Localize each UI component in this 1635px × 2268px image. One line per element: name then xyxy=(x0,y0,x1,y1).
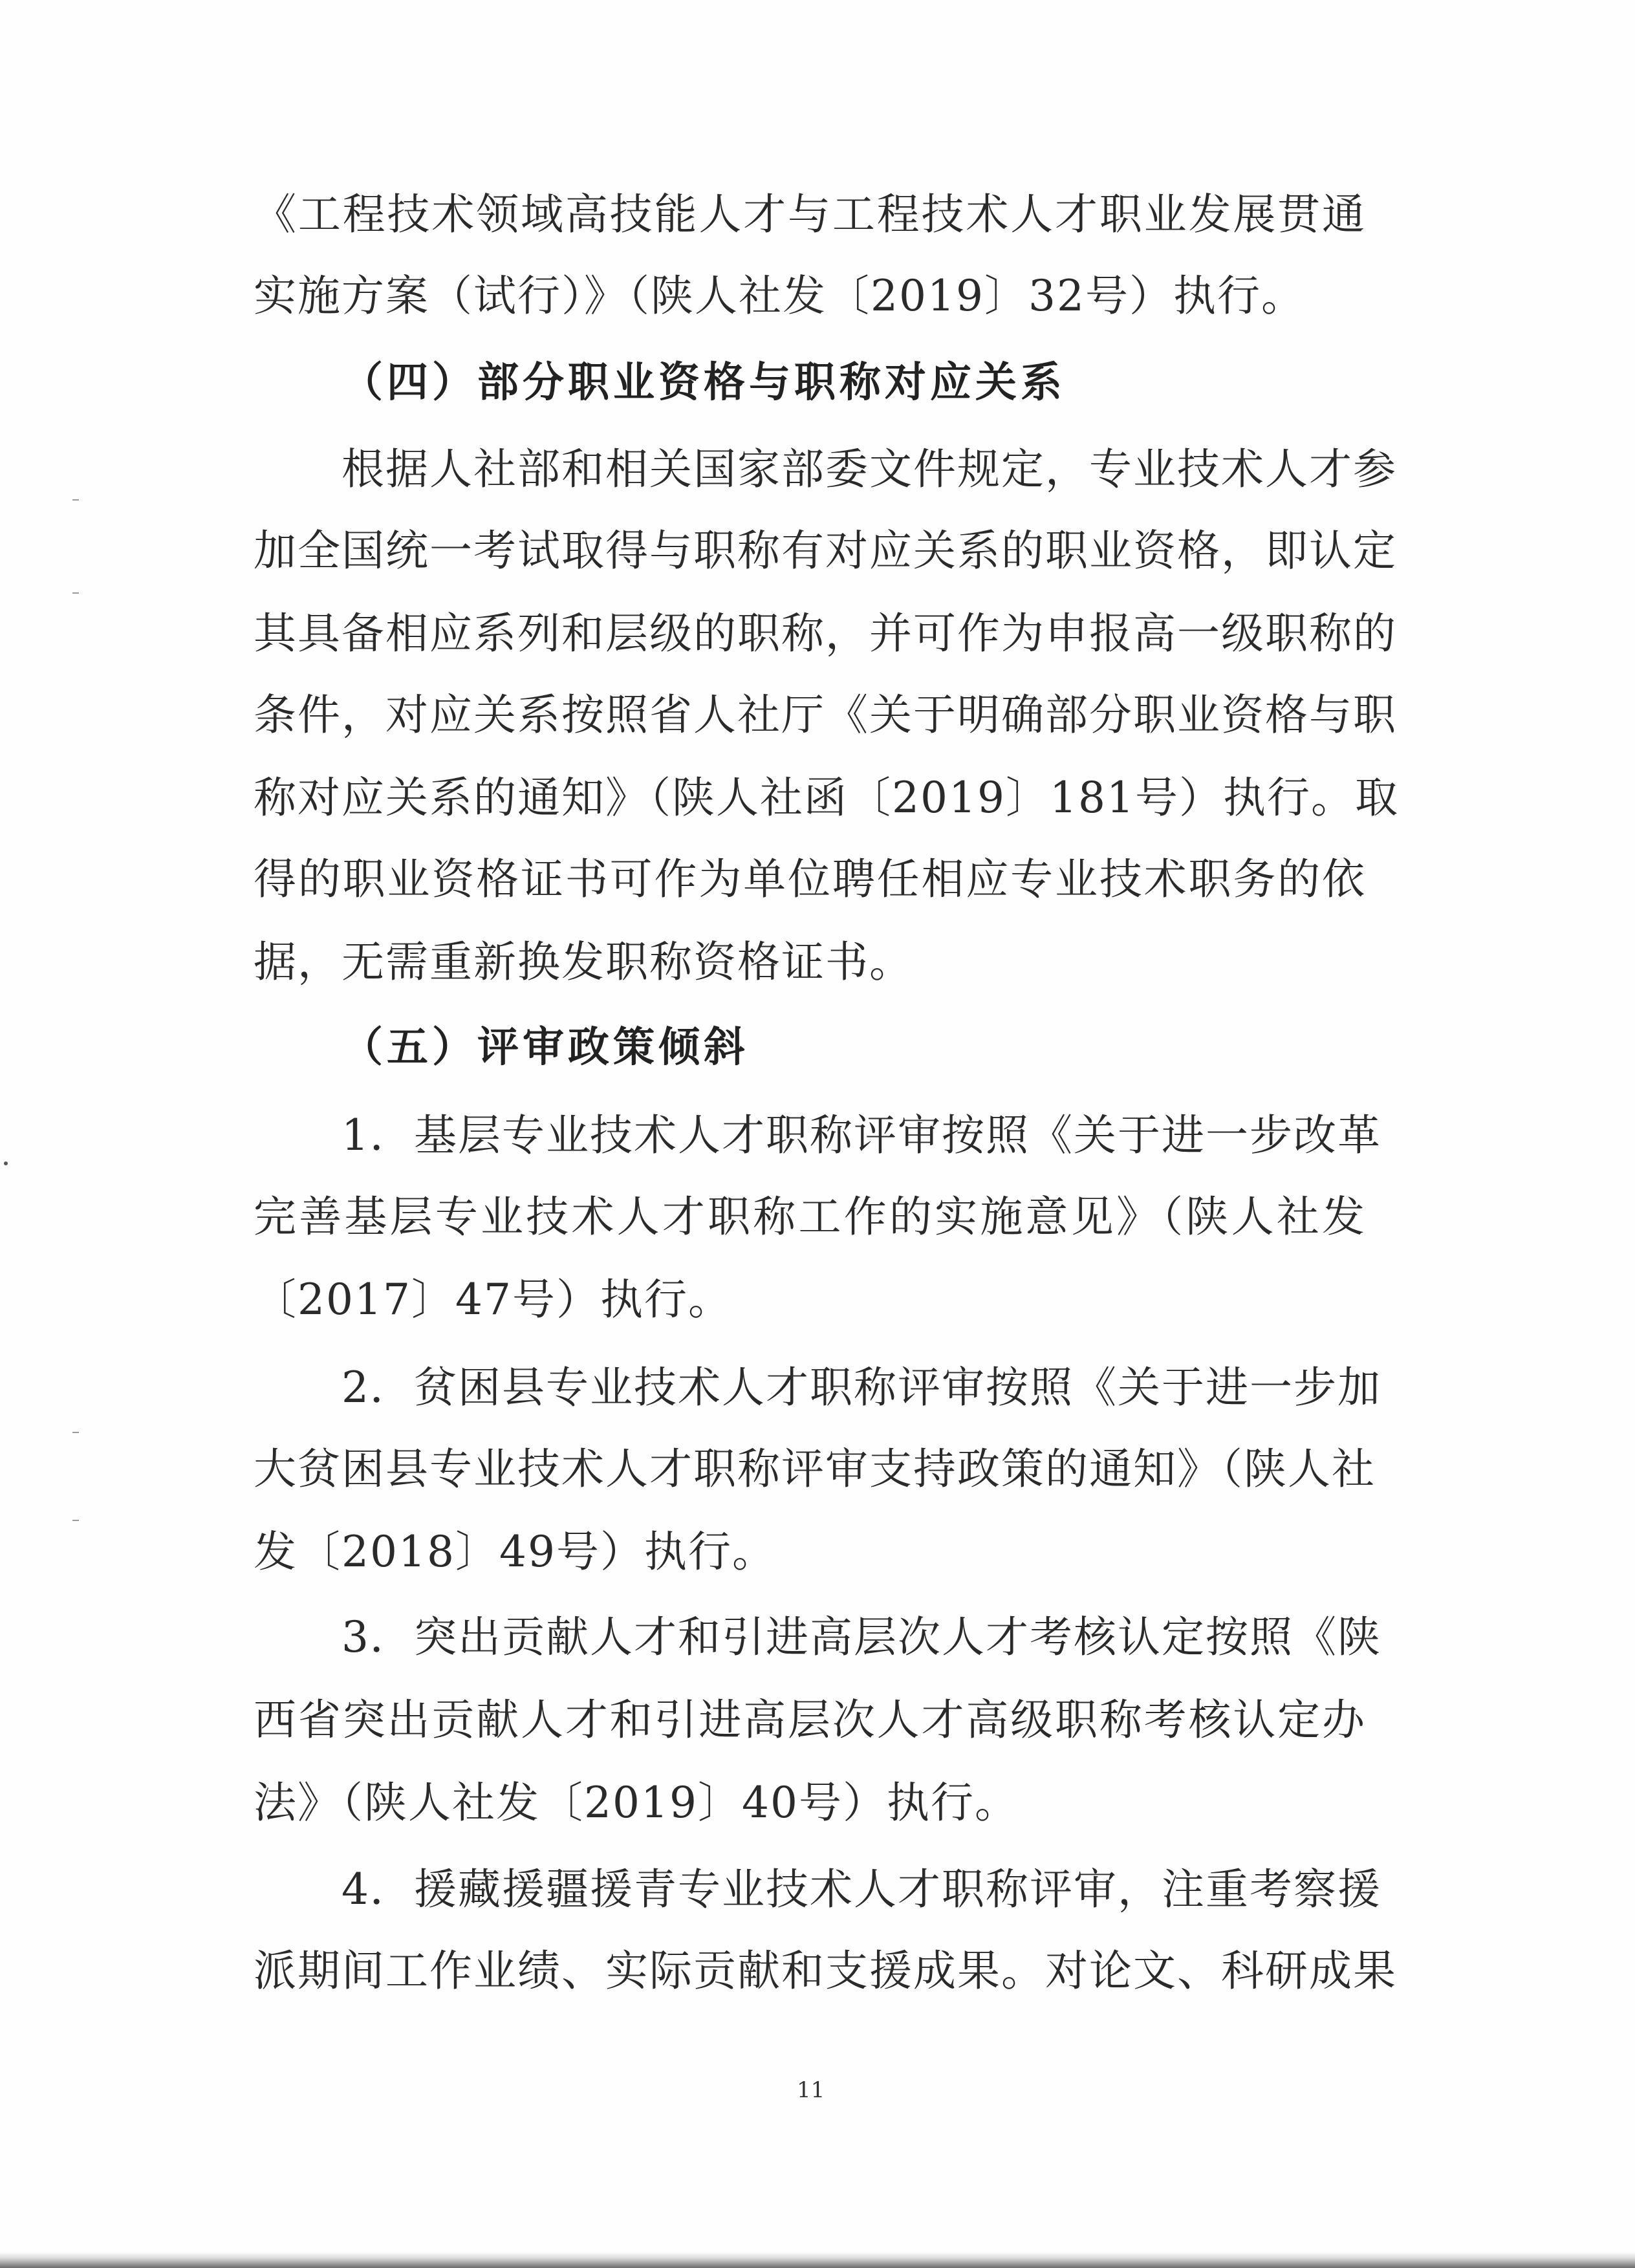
body-text-line: 1．基层专业技术人才职称评审按照《关于进一步改革 xyxy=(341,1110,1381,1160)
body-text-line: 西省突出贡献人才和引进高层次人才高级职称考核认定办 xyxy=(254,1695,1366,1745)
body-text-line: 《工程技术领域高技能人才与工程技术人才职业发展贯通 xyxy=(254,189,1366,239)
scan-mark xyxy=(4,1161,8,1165)
body-text-line: 其具备相应系列和层级的职称，并可作为申报高一级职称的 xyxy=(254,609,1397,658)
scan-mark xyxy=(72,592,79,594)
body-text-line: 加全国统一考试取得与职称有对应关系的职业资格，即认定 xyxy=(254,526,1397,576)
body-text-line: 条件，对应关系按照省人社厅《关于明确部分职业资格与职 xyxy=(254,690,1397,740)
body-text-line: 根据人社部和相关国家部委文件规定，专业技术人才参 xyxy=(341,444,1397,494)
body-text-line: 大贫困县专业技术人才职称评审支持政策的通知》（陕人社 xyxy=(254,1444,1376,1494)
body-text-line: 2．贫困县专业技术人才职称评审按照《关于进一步加 xyxy=(341,1363,1381,1412)
body-text-line: 发〔2018〕49号）执行。 xyxy=(254,1527,776,1577)
section-heading: （五）评审政策倾斜 xyxy=(341,1024,749,1072)
body-text-line: 〔2017〕47号）执行。 xyxy=(254,1275,732,1324)
body-text-line: 派期间工作业绩、实际贡献和支援成果。对论文、科研成果 xyxy=(254,1946,1397,1996)
scan-mark xyxy=(72,499,79,501)
body-text-line: 据，无需重新换发职称资格证书。 xyxy=(254,937,913,987)
section-heading: （四）部分职业资格与职称对应关系 xyxy=(341,359,1066,407)
body-text-line: 法》（陕人社发〔2019〕40号）执行。 xyxy=(254,1778,1019,1828)
scan-mark xyxy=(72,1432,79,1433)
body-text-line: 3．突出贡献人才和引进高层次人才考核认定按照《陕 xyxy=(341,1612,1381,1662)
body-text-line: 实施方案（试行）》（陕人社发〔2019〕32号）执行。 xyxy=(254,271,1305,321)
body-text-line: 4．援藏援疆援青专业技术人才职称评审，注重考察援 xyxy=(341,1864,1381,1914)
page-number: 11 xyxy=(797,2077,825,2103)
body-text-line: 称对应关系的通知》（陕人社函〔2019〕181号）执行。取 xyxy=(254,773,1399,823)
body-text-line: 完善基层专业技术人才职称工作的实施意见》（陕人社发 xyxy=(254,1192,1366,1242)
scan-mark xyxy=(72,1520,79,1521)
body-text-line: 得的职业资格证书可作为单位聘任相应专业技术职务的依 xyxy=(254,854,1366,904)
scan-edge xyxy=(0,2252,1635,2268)
